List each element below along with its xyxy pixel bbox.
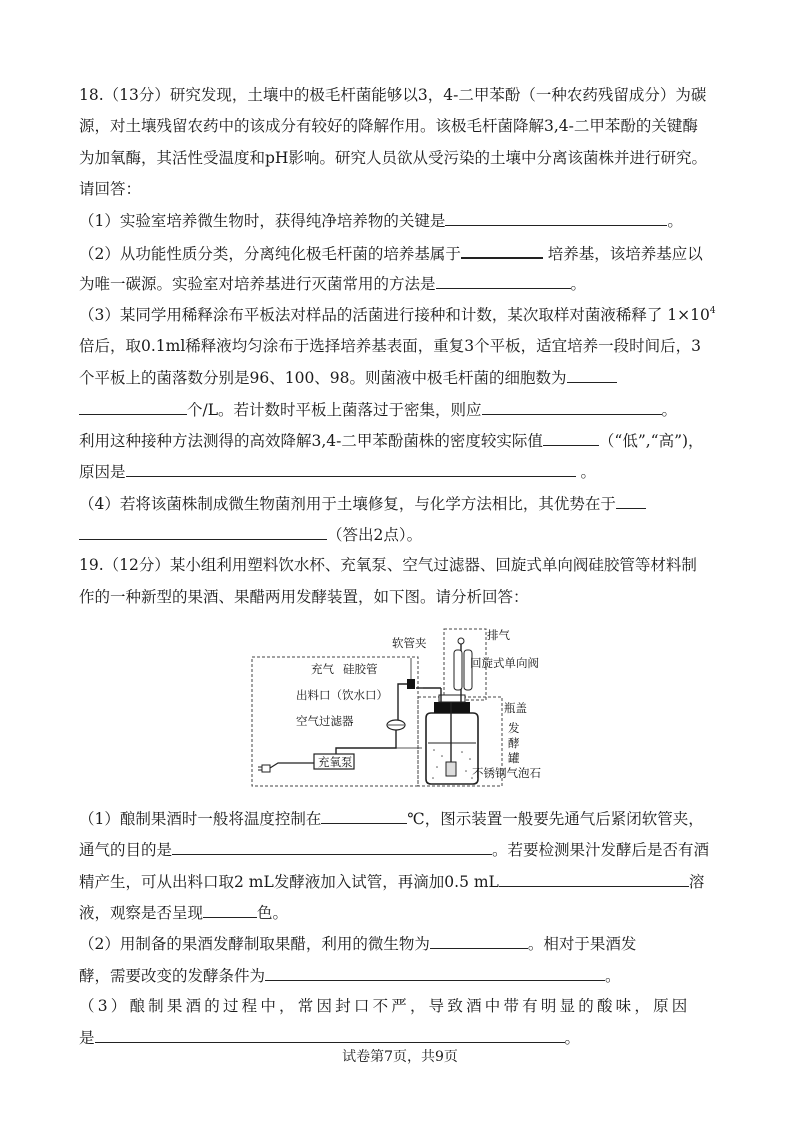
q19-line-2: 作的一种新型的果酒、果醋两用发酵装置，如下图。请分析回答： (79, 588, 529, 606)
q18-part-3-text-c: 个平板上的菌落数分别是96、100、98。则菌液中极毛杆菌的细胞数为 (79, 369, 567, 387)
q18-part-3-line-6 (79, 461, 596, 482)
answer-blank[interactable] (321, 808, 407, 824)
q19-part-3: （3）酿制果酒的过程中，常因封口不严，导致酒中带有明显的酸味，原因 (79, 997, 691, 1015)
label-silicone-tube: 硅胶管 (343, 662, 378, 676)
q19-part-3-text-c: 。 (564, 1029, 581, 1047)
answer-blank[interactable] (126, 461, 576, 477)
label-check-valve: 回旋式单向阀 (470, 656, 539, 670)
q19-part-1-text-f: 溶 (688, 873, 705, 891)
q18-part-3-text-h: 原因是 (79, 463, 126, 481)
q18-part-2-text: （2）从功能性质分类，分离纯化极毛杆菌的培养基属于 (79, 245, 461, 263)
answer-blank[interactable] (95, 1027, 565, 1043)
q18-part-3-line-5 (79, 430, 704, 451)
q18-part-4-line-2 (79, 524, 422, 545)
answer-blank[interactable] (616, 493, 646, 509)
q19-part-1-text-e: 精产生，可从出料口取2 mL发酵液加入试管，再滴加0.5 mL (79, 873, 499, 891)
label-fermenter-1: 发 (508, 721, 520, 735)
plug-icon (262, 765, 270, 772)
q18-part-2-end: 。 (570, 275, 587, 293)
valve-top (458, 638, 464, 644)
q19-part-1-text-c: 通气的目的是 (79, 841, 173, 859)
answer-blank[interactable] (461, 242, 543, 259)
fermentation-apparatus-diagram (248, 628, 560, 790)
label-oxygen-pump: 充氧泵 (318, 755, 353, 769)
answer-blank[interactable] (172, 839, 492, 855)
label-outlet: 出料口（饮水口） (296, 688, 388, 702)
label-air-filter: 空气过滤器 (296, 714, 354, 728)
answer-blank[interactable] (265, 965, 605, 981)
q18-part-1-text: （1）实验室培养微生物时，获得纯净培养物的关键是 (79, 212, 446, 230)
q19-part-2-text-d: 。 (605, 967, 621, 985)
q18-part-4-end: （答出2点）。 (327, 526, 423, 544)
q18-part-3-text-g: （“低”,“高”)， (598, 432, 704, 450)
q18-part-2 (79, 242, 703, 264)
q18-part-3-text-i: 。 (575, 463, 596, 481)
q18-line-1: 18.（13分）研究发现，土壤中的极毛杆菌能够以3，4-二甲苯酚（一种农药残留成分）为碳 (79, 86, 707, 104)
check-valve-left (454, 650, 462, 690)
answer-blank[interactable] (567, 367, 617, 383)
label-inflate: 充气 (311, 662, 334, 676)
exponent: 4 (709, 306, 716, 316)
q19-part-1-text-h: 色。 (257, 904, 289, 922)
q19-part-2-text-b: 。相对于果酒发 (527, 935, 637, 953)
q18-part-1-end: 。 (667, 212, 683, 230)
q19-part-2-line-2 (79, 965, 621, 986)
answer-blank[interactable] (499, 871, 689, 887)
answer-blank[interactable] (445, 210, 667, 226)
answer-blank[interactable] (543, 430, 599, 446)
silicone-hose-b (398, 684, 407, 708)
q18-part-3-text: （3）某同学用稀释涂布平板法对样品的活菌进行接种和计数，某次取样对菌液稀释了 1×10 (79, 306, 710, 324)
page-footer: 试卷第7页，共9页 (342, 1049, 458, 1065)
q18-line-2: 源，对土壤残留农药中的该成分有较好的降解作用。该极毛杆菌降解3,4-二甲苯酚的关键酶 (79, 117, 698, 135)
label-fermenter-2: 酵 (508, 736, 520, 750)
q18-part-3-text-e: 。 (661, 401, 678, 419)
q18-part-3-line-4 (79, 399, 677, 420)
q19-part-1 (79, 808, 704, 829)
label-hose-clamp: 软管夹 (392, 636, 427, 650)
q18-part-4-text: （4）若将该菌株制成微生物菌剂用于土壤修复，与化学方法相比，其优势在于 (79, 495, 616, 513)
q19-part-2 (79, 933, 636, 954)
bottle-cap (434, 702, 470, 713)
power-cord (270, 763, 314, 768)
q19-part-1-text: （1）酿制果酒时一般将温度控制在 (79, 810, 322, 828)
answer-blank[interactable] (430, 933, 528, 949)
q19-part-1-line-2 (79, 839, 709, 860)
label-bottle-cap: 瓶盖 (504, 701, 527, 715)
q18-part-3-line-3 (79, 367, 617, 388)
q18-part-3 (79, 305, 716, 325)
q18-part-4 (79, 493, 646, 514)
q18-part-3-line-2: 倍后，取0.1ml稀释液均匀涂布于选择培养基表面，重复3个平板，适宜培养一段时间后，3 (79, 337, 702, 355)
answer-blank[interactable] (79, 399, 187, 415)
q19-part-1-text-d: 。若要检测果汁发酵后是否有酒 (492, 841, 710, 859)
q18-line-4: 请回答： (79, 180, 142, 198)
q18-line-3: 为加氧酶，其活性受温度和pH影响。研究人员欲从受污染的土壤中分离该菌株并进行研究。 (79, 149, 707, 167)
answer-blank[interactable] (482, 399, 662, 415)
q19-part-1-text-b: ℃，图示装置一般要先通气后紧闭软管夹， (407, 810, 704, 828)
q19-part-3-text-b: 是 (79, 1029, 95, 1047)
air-stone (446, 762, 456, 776)
q19-part-2-text-c: 酵，需要改变的发酵条件为 (79, 967, 266, 985)
hose-clamp (407, 679, 415, 689)
q19-part-1-text-g: 液，观察是否呈现 (79, 904, 204, 922)
q19-part-1-line-4 (79, 902, 288, 923)
q18-part-1 (79, 210, 683, 231)
q19-part-1-line-3 (79, 871, 704, 892)
answer-blank[interactable] (203, 902, 257, 918)
q19-part-3-line-2 (79, 1027, 580, 1048)
label-air-stone: 不锈钢气泡石 (472, 766, 541, 780)
answer-blank[interactable] (79, 524, 327, 540)
q19-line-1: 19.（12分）某小组利用塑料饮水杯、充氧泵、空气过滤器、回旋式单向阀硅胶管等材料制 (79, 556, 697, 574)
q18-part-2-text-c: 为唯一碳源。实验室对培养基进行灭菌常用的方法是 (79, 275, 436, 293)
label-exhaust: 排气 (487, 628, 510, 642)
q18-part-3-text-f: 利用这种接种方法测得的高效降解3,4-二甲苯酚菌株的密度较实际值 (79, 432, 543, 450)
q18-part-3-text-d: 个/L。若计数时平板上菌落过于密集，则应 (187, 401, 482, 419)
q18-part-2-line-2 (79, 273, 586, 294)
q18-part-2-text-b: 培养基，该培养基应以 (542, 245, 703, 263)
q19-part-2-text: （2）用制备的果酒发酵制取果醋，利用的微生物为 (79, 935, 430, 953)
answer-blank[interactable] (436, 273, 571, 289)
label-fermenter-3: 罐 (508, 751, 520, 765)
